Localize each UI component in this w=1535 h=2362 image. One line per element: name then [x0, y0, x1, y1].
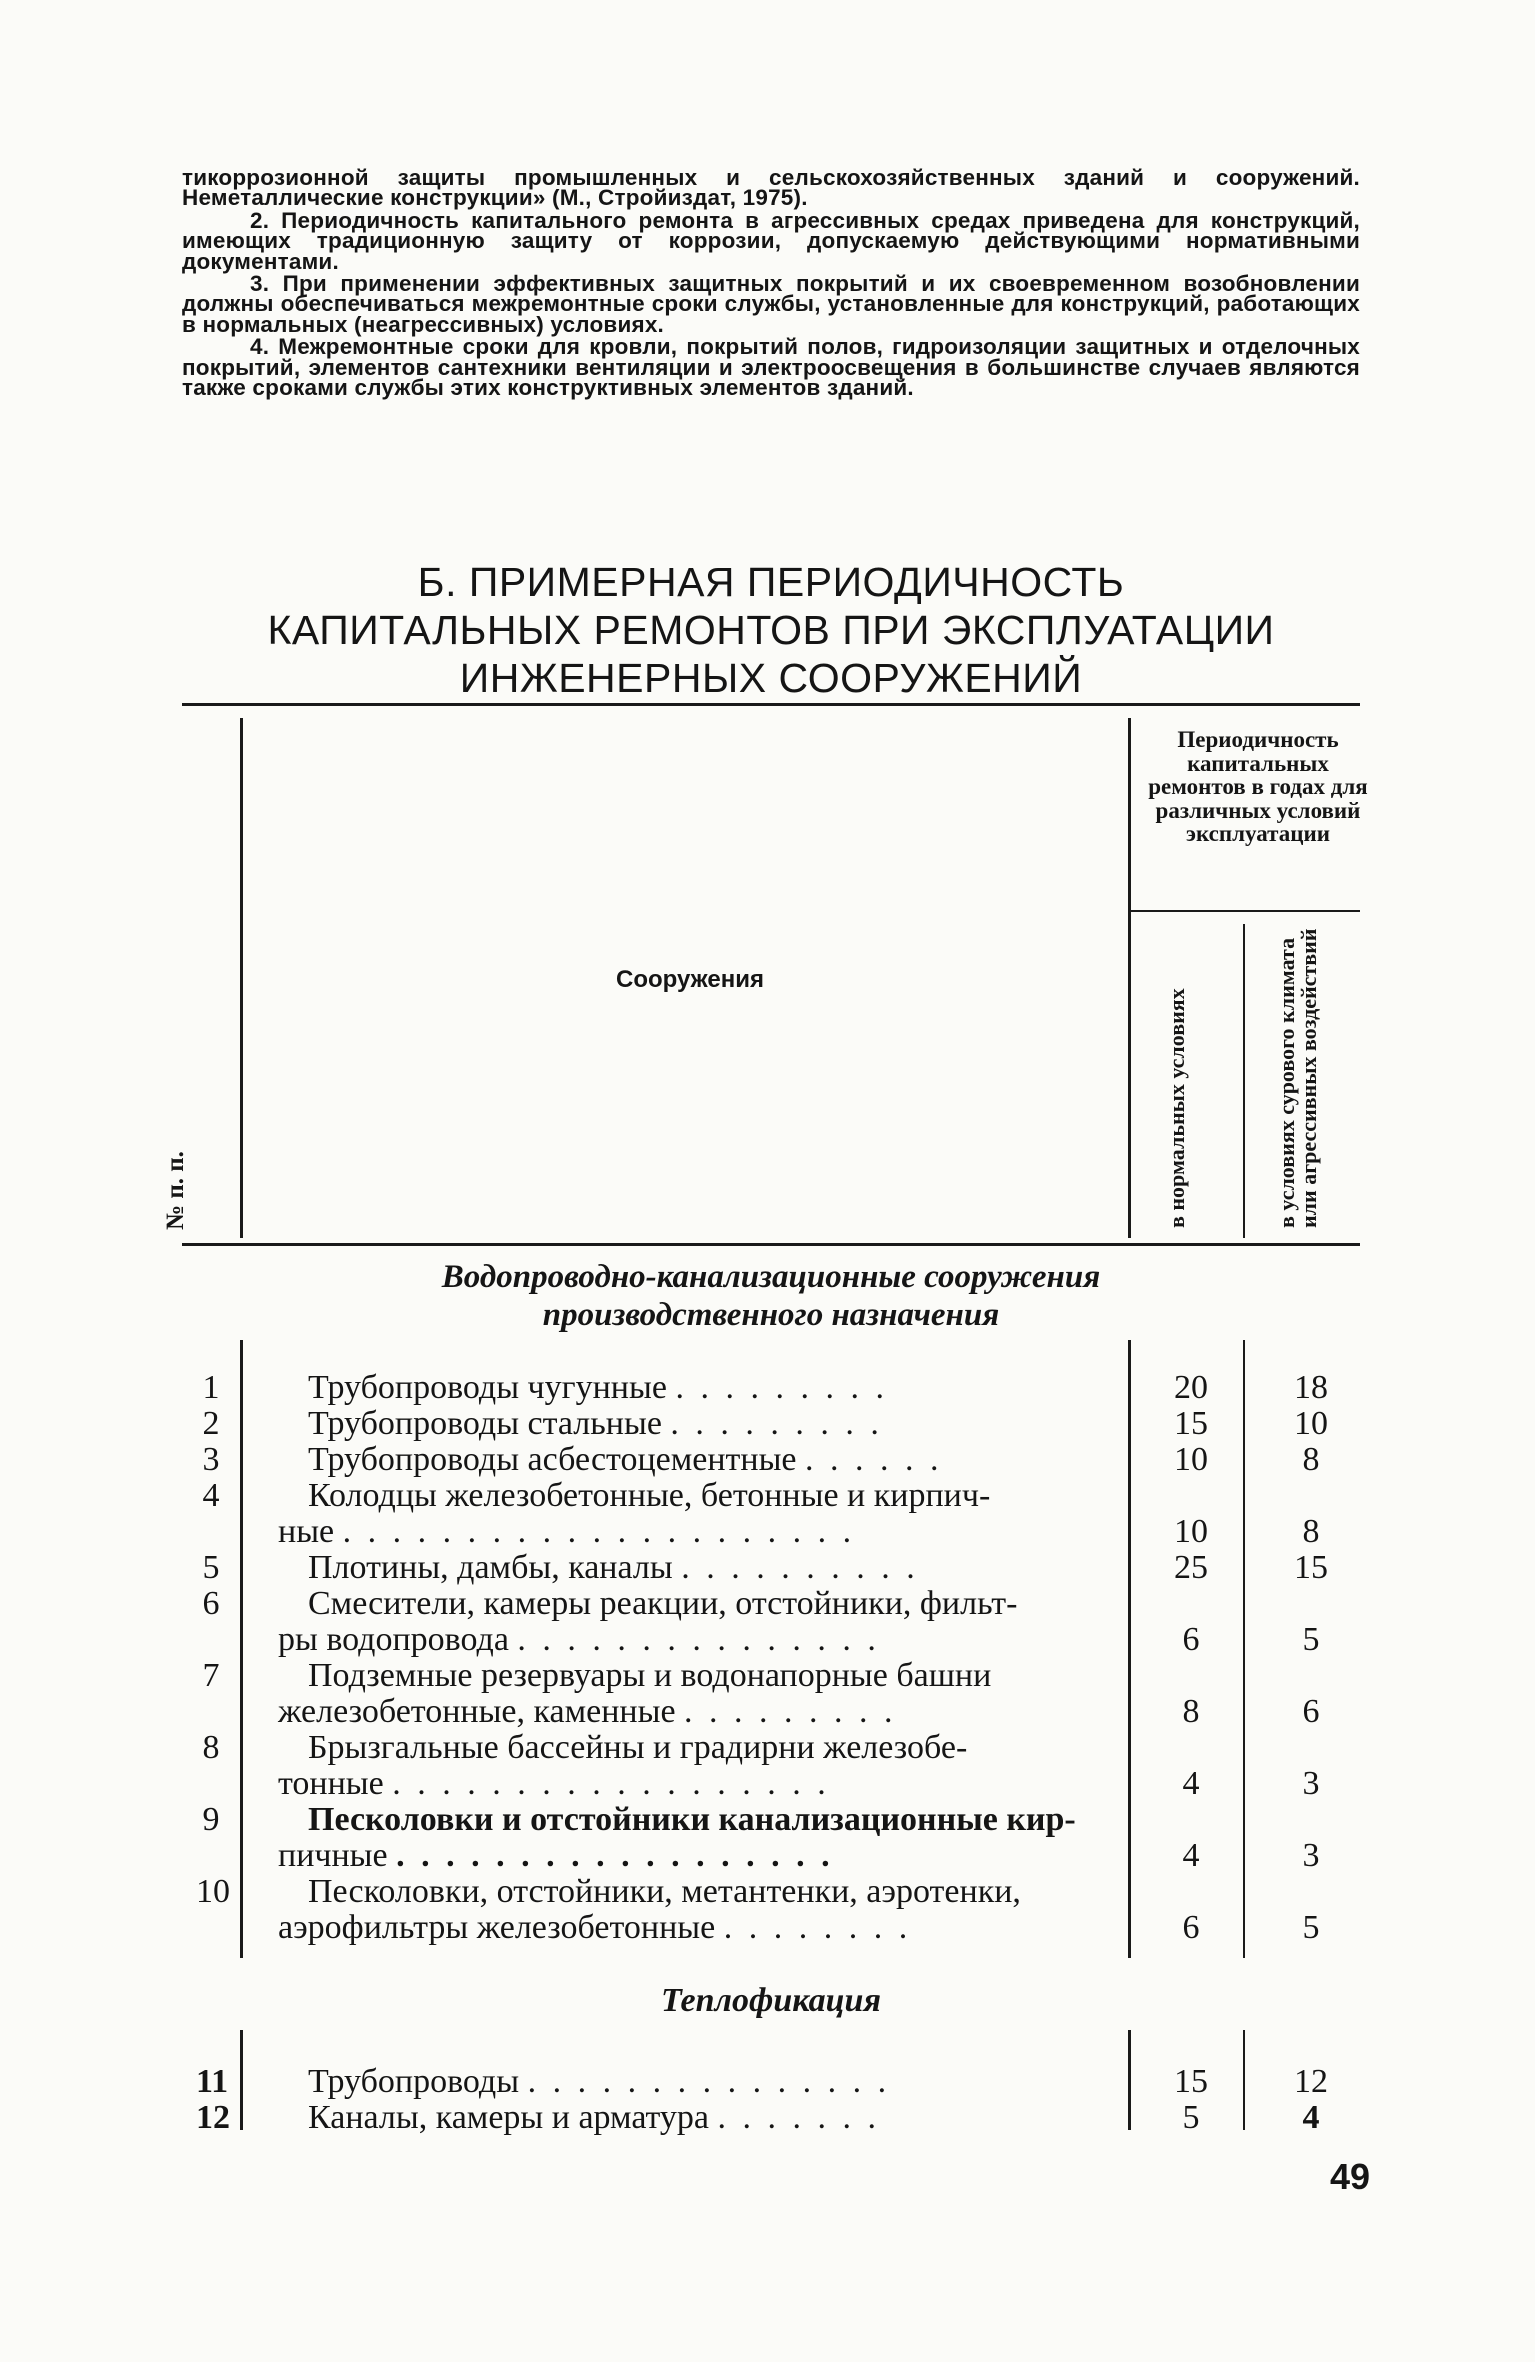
row-normal-value: 10 [1174, 1513, 1208, 1550]
row-name: Смесители, камеры реакции, отстойники, фильт- ры водопровода . . . . . . . . . . . . . . . [278, 1585, 1018, 1658]
row-name: Трубопроводы . . . . . . . . . . . . . . . [278, 2064, 1120, 2100]
section-heading [182, 558, 1360, 702]
row-severe-value: 3 [1302, 1765, 1320, 1802]
row-name-text: Трубопроводы [308, 2063, 520, 2100]
row-name-text: Плотины, дамбы, каналы [308, 1549, 673, 1586]
row-number: 12 [196, 2099, 230, 2136]
table-header-bottom-rule [182, 1243, 1360, 1246]
row-severe-value: 5 [1302, 1909, 1320, 1946]
row-normal-value: 15 [1174, 1405, 1208, 1442]
row-normal-value: 4 [1182, 1765, 1200, 1802]
row-number: 6 [202, 1585, 220, 1622]
row-name: Песколовки, отстойники, метантенки, аэротенки, аэрофильтры железобетонные . . . . . . . . [278, 1873, 1021, 1946]
row-name-text-b: железобетонные, каменные [278, 1693, 676, 1730]
row-name: Брызгальные бассейны и градирни железобе- тонные . . . . . . . . . . . . . . . . . . [278, 1729, 968, 1802]
row-normal-value: 6 [1182, 1909, 1200, 1946]
row-number: 9 [202, 1801, 220, 1838]
section-title-water-line-1: Водопроводно-канализационные сооружения [441, 1259, 1101, 1295]
header-divider-values [1128, 718, 1131, 1238]
row-normal-value: 10 [1174, 1441, 1208, 1478]
row-severe-value: 8 [1302, 1441, 1320, 1478]
row-severe-value: 15 [1294, 1549, 1328, 1586]
row-name-text-b: пичные [278, 1837, 388, 1874]
row-name: Колодцы железобетонные, бетонные и кирпич- ные . . . . . . . . . . . . . . . . . . . . . [278, 1477, 991, 1550]
row-name: Трубопроводы асбестоцементные . . . . . . [278, 1442, 1120, 1478]
row-name: Трубопроводы чугунные . . . . . . . . . [278, 1370, 1120, 1406]
periodicity-sub-rule [1128, 910, 1360, 912]
section-title-water [182, 1258, 1360, 1334]
row-name-text-b: ные [278, 1513, 335, 1550]
body-divider-subcols-2 [1243, 2030, 1245, 2130]
notes-block [182, 165, 1360, 401]
row-number: 3 [202, 1441, 220, 1478]
row-severe-value: 18 [1294, 1369, 1328, 1406]
body-divider-subcols-1 [1243, 1340, 1245, 1958]
row-name-text: Трубопроводы чугунные [308, 1369, 667, 1406]
body-divider-num-1 [240, 1340, 243, 1958]
heading-line-3: ИНЖЕНЕРНЫХ СООРУЖЕНИЙ [459, 655, 1083, 701]
row-normal-value: 8 [1182, 1693, 1200, 1730]
row-name-text-a: Подземные резервуары и водонапорные башни [308, 1657, 992, 1694]
row-name: Подземные резервуары и водонапорные башни железобетонные, каменные . . . . . . . . . [278, 1657, 992, 1730]
row-number: 7 [202, 1657, 220, 1694]
row-normal-value: 6 [1182, 1621, 1200, 1658]
column-header-periodicity: Периодичность капитальных ремонтов в годах для различных условий эксплуатации [1148, 727, 1368, 846]
row-normal-value: 20 [1174, 1369, 1208, 1406]
row-name: Каналы, камеры и арматура . . . . . . . [278, 2100, 1120, 2136]
row-name-text-a: Смесители, камеры реакции, отстойники, фильт- [308, 1585, 1018, 1622]
body-divider-num-2 [240, 2030, 243, 2130]
row-name: Плотины, дамбы, каналы . . . . . . . . . . [278, 1550, 1120, 1586]
row-number: 10 [196, 1873, 230, 1910]
row-name-text-a: Колодцы железобетонные, бетонные и кирпич- [308, 1477, 991, 1514]
row-normal-value: 5 [1182, 2099, 1200, 2136]
row-number: 8 [202, 1729, 220, 1766]
column-header-normal-text: в нормальных условиях [1164, 988, 1189, 1228]
row-severe-value: 12 [1294, 2063, 1328, 2100]
row-name: Песколовки и отстойники канализационные кир- пичные . . . . . . . . . . . . . . . . . . [278, 1801, 1076, 1874]
note-4: 4. Межремонтные сроки для кровли, покрытий полов, гидроизоляции защитных и отделочных покрытий, элементов сантехники вентиляции и электроосвещения в большинстве случаев являются также сроками службы этих конструктивных элементов зданий. [182, 334, 1360, 401]
header-divider-num [240, 718, 243, 1238]
row-name-text-b: ры водопровода [278, 1621, 509, 1658]
section-title-heating-text: Теплофикация [661, 1982, 881, 2019]
note-3: 3. При применении эффективных защитных покрытий и их своевременном возобновлении должны обеспечиваться межремонтные сроки службы, установленные для конструкций, работающих в нормальных (неагрессивных) условиях. [182, 271, 1360, 337]
column-header-structures: Сооружения [616, 966, 764, 993]
row-severe-value: 10 [1294, 1405, 1328, 1442]
row-number: 2 [202, 1405, 220, 1442]
column-header-number: № п. п. [162, 1151, 189, 1230]
row-severe-value: 8 [1302, 1513, 1320, 1550]
row-name-text: Трубопроводы стальные [308, 1405, 662, 1442]
row-severe-value: 3 [1302, 1837, 1320, 1874]
header-divider-subcols [1243, 924, 1245, 1238]
row-name-text: Трубопроводы асбестоцементные [308, 1441, 797, 1478]
row-normal-value: 25 [1174, 1549, 1208, 1586]
row-name-text-a: Песколовки и отстойники канализационные кир- [308, 1801, 1076, 1838]
row-severe-value: 5 [1302, 1621, 1320, 1658]
row-severe-value: 4 [1302, 2099, 1320, 2136]
row-name: Трубопроводы стальные . . . . . . . . . [278, 1406, 1120, 1442]
row-normal-value: 15 [1174, 2063, 1208, 2100]
note-continuation: тикоррозионной защиты промышленных и сельскохозяйственных зданий и сооружений. Неметаллические конструкции» (М., Стройиздат, 1975). [182, 165, 1360, 211]
heading-line-1: Б. ПРИМЕРНАЯ ПЕРИОДИЧНОСТЬ [417, 559, 1125, 605]
row-name-text: Каналы, камеры и арматура [308, 2099, 710, 2136]
row-number: 1 [202, 1369, 220, 1406]
row-name-text-a: Песколовки, отстойники, метантенки, аэротенки, [308, 1873, 1021, 1910]
row-name-text-a: Брызгальные бассейны и градирни железобе- [308, 1729, 968, 1766]
note-2: 2. Периодичность капитального ремонта в агрессивных средах приведена для конструкций, имеющих традиционную защиту от коррозии, допускаемую действующими нормативными документами. [182, 207, 1360, 274]
row-number: 5 [202, 1549, 220, 1586]
column-header-severe [1276, 928, 1320, 1228]
row-number: 4 [202, 1477, 220, 1514]
table-top-rule [182, 703, 1360, 706]
page-number: 49 [1329, 2156, 1370, 2197]
section-title-heating [182, 1982, 1360, 2020]
row-number: 11 [196, 2063, 229, 2100]
column-header-severe-text: в условиях сурового климата или агрессивных воздействий [1274, 928, 1321, 1228]
body-divider-values-1 [1128, 1340, 1131, 1958]
row-severe-value: 6 [1302, 1693, 1320, 1730]
body-divider-values-2 [1128, 2030, 1131, 2130]
section-title-water-line-2: производственного назначения [542, 1297, 1000, 1333]
row-normal-value: 4 [1182, 1837, 1200, 1874]
row-name-text-b: тонные [278, 1765, 384, 1802]
heading-line-2: КАПИТАЛЬНЫХ РЕМОНТОВ ПРИ ЭКСПЛУАТАЦИИ [267, 607, 1275, 653]
column-header-normal [1166, 928, 1188, 1228]
row-name-text-b: аэрофильтры железобетонные [278, 1909, 716, 1946]
